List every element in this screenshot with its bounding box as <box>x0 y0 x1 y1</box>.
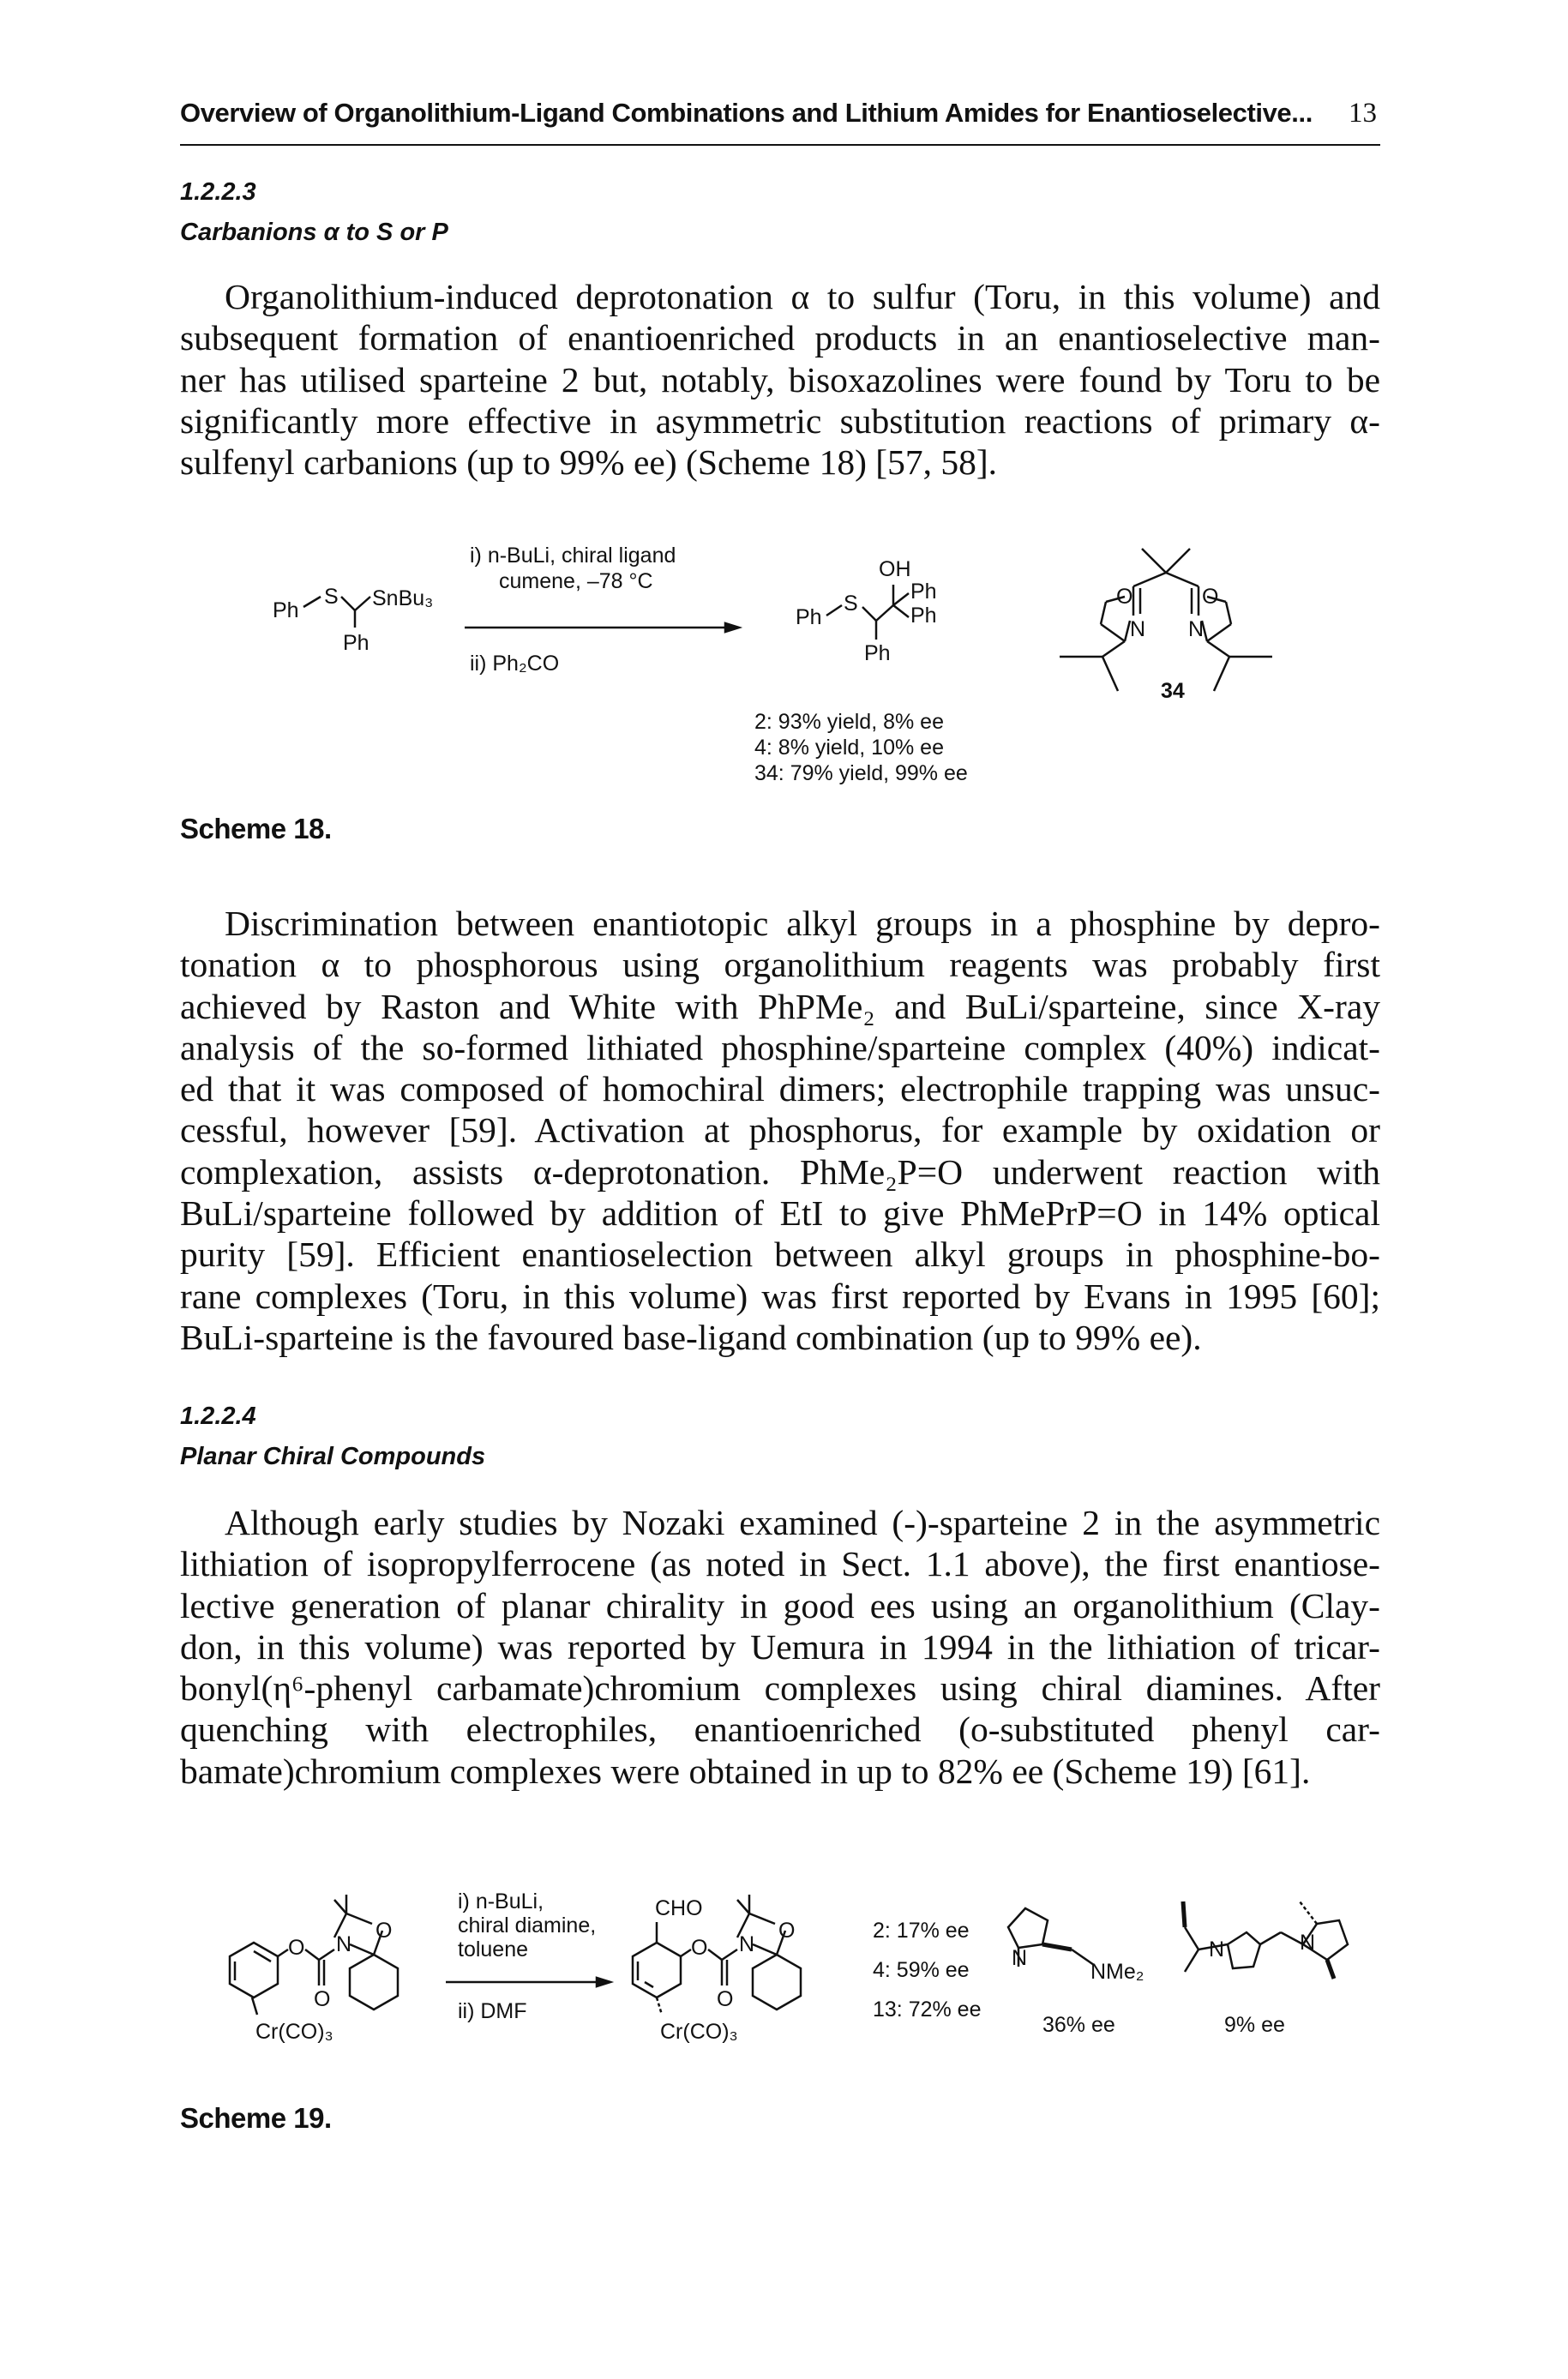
text-line: purity [59]. Efficient enantioselection between alkyl groups in phosphine-bo- <box>180 1235 1380 1275</box>
scheme-19-label: Scheme 19. <box>180 2102 332 2134</box>
paragraph-carbanions <box>180 276 1380 483</box>
text-line: bonyl(η⁶-phenyl carbamate)chromium complexes using chiral diamines. After <box>180 1668 1380 1709</box>
s19-reactant-o-carbonyl: O <box>314 1987 331 2011</box>
text-line: quenching with electrophiles, enantioenriched (o-substituted phenyl car- <box>180 1709 1380 1750</box>
text-line: BuLi-sparteine is the favoured base-ligand combination (up to 99% ee). <box>180 1317 1202 1357</box>
text-line: lithiation of isopropylferrocene (as noted in Sect. 1.1 above), the first enantiose- <box>180 1544 1380 1584</box>
text-line: complexation, assists α-deprotonation. PhMe₂P=O underwent reaction with <box>180 1151 1380 1192</box>
diamine2-n1: N <box>1209 1937 1225 1961</box>
scheme-18-graphic <box>0 532 1568 806</box>
section-number: 1.2.2.4 <box>180 1403 256 1430</box>
s19-reactant-cr: Cr(CO)₃ <box>255 2020 333 2044</box>
text-line: tonation α to phosphorous using organolithium reagents was probably first <box>180 945 1380 985</box>
s19-reactant-o-ether: O <box>288 1936 305 1960</box>
scheme18-result-1: 2: 93% yield, 8% ee <box>754 710 944 734</box>
section-title: Planar Chiral Compounds <box>180 1443 486 1470</box>
s19-result-2: 4: 59% ee <box>873 1958 970 1982</box>
reactant-ph: Ph <box>273 598 299 622</box>
text-line: subsequent formation of enantioenriched products in an enantioselective man- <box>180 318 1380 358</box>
text-line: lective generation of planar chirality in good ees using an organolithium (Clay- <box>180 1585 1380 1625</box>
s19-product-o-ether: O <box>691 1936 708 1960</box>
ligand-number: 34 <box>1161 679 1185 703</box>
text-line: achieved by Raston and White with PhPMe₂ and BuLi/sparteine, since X-ray <box>180 986 1380 1026</box>
text-line: significantly more effective in asymmetric substitution reactions of primary α- <box>180 400 1380 441</box>
s19-product-cho: CHO <box>655 1896 703 1920</box>
s19-product-n: N <box>739 1932 755 1956</box>
s19-product-o-ring: O <box>778 1919 796 1943</box>
s19-conditions-line2: chiral diamine, <box>458 1913 597 1937</box>
text-line: bamate)chromium complexes were obtained in up to 82% ee (Scheme 19) [61]. <box>180 1751 1311 1791</box>
text-line: rane complexes (Toru, in this volume) was first reported by Evans in 1995 [60]; <box>180 1276 1380 1316</box>
product-ph-left: Ph <box>796 605 822 629</box>
text-line: Organolithium-induced deprotonation α to sulfur (Toru, in this volume) and <box>225 277 1380 316</box>
section-title: Carbanions α to S or P <box>180 219 448 246</box>
ligand-o-right: O <box>1202 585 1219 609</box>
product-oh: OH <box>879 557 911 581</box>
scheme18-result-2: 4: 8% yield, 10% ee <box>754 736 944 760</box>
ligand-n-right: N <box>1188 617 1205 641</box>
reactant-s: S <box>324 585 339 609</box>
text-line: don, in this volume) was reported by Uemura in 1994 in the lithiation of tricar- <box>180 1626 1380 1667</box>
s19-product-o-carbonyl: O <box>717 1987 734 2011</box>
page-number: 13 <box>1349 98 1377 129</box>
diamine1-nme2: NMe₂ <box>1090 1960 1144 1984</box>
conditions-step2: ii) Ph₂CO <box>470 652 560 676</box>
reactant-ph-bottom: Ph <box>343 631 369 655</box>
reactant-snbu3: SnBu₃ <box>372 586 434 610</box>
diamine2-ee: 9% ee <box>1224 2013 1285 2037</box>
paragraph-planar-chiral <box>180 1502 1380 1792</box>
paragraph-phosphine <box>180 903 1380 1358</box>
s19-conditions-line3: toluene <box>458 1937 529 1961</box>
text-line: Discrimination between enantiotopic alkyl groups in a phosphine by depro- <box>225 904 1380 943</box>
conditions-step1-line1: i) n-BuLi, chiral ligand <box>470 544 676 568</box>
scheme-18-label: Scheme 18. <box>180 813 332 844</box>
text-line: analysis of the so-formed lithiated phosphine/sparteine complex (40%) indicat- <box>180 1027 1380 1067</box>
scheme18-result-3: 34: 79% yield, 99% ee <box>754 761 968 785</box>
s19-reactant-n: N <box>336 1932 352 1956</box>
header-title: Overview of Organolithium-Ligand Combinations and Lithium Amides for Enantioselective... <box>180 98 1313 128</box>
diamine1-ee: 36% ee <box>1042 2013 1115 2037</box>
text-line: cessful, however [59]. Activation at phosphorus, for example by oxidation or <box>180 1110 1380 1150</box>
s19-result-3: 13: 72% ee <box>873 1998 982 2022</box>
s19-conditions-step2: ii) DMF <box>458 1999 527 2023</box>
text-line: BuLi/sparteine followed by addition of EtI to give PhMePrP=O in 14% optical <box>180 1193 1380 1234</box>
product-ph-bottom: Ph <box>864 641 891 665</box>
text-line: sulfenyl carbanions (up to 99% ee) (Scheme 18) [57, 58]. <box>180 442 998 483</box>
product-ph-right-top: Ph <box>910 580 937 604</box>
diamine1-n: N <box>1012 1946 1028 1970</box>
text-line: ner has utilised sparteine 2 but, notably, bisoxazolines were found by Toru to be <box>180 359 1380 400</box>
running-header <box>180 96 1380 146</box>
text-line: Although early studies by Nozaki examined (-)-sparteine 2 in the asymmetric <box>225 1503 1380 1542</box>
text-line: ed that it was composed of homochiral dimers; electrophile trapping was unsuc- <box>180 1069 1380 1109</box>
conditions-step1-line2: cumene, –78 °C <box>499 569 653 593</box>
s19-product-cr: Cr(CO)₃ <box>660 2020 738 2044</box>
s19-conditions-line1: i) n-BuLi, <box>458 1889 544 1913</box>
ligand-o-left: O <box>1116 585 1133 609</box>
section-number: 1.2.2.3 <box>180 178 256 206</box>
scheme-19-graphic <box>0 1860 1568 2075</box>
product-s: S <box>844 592 858 616</box>
diamine2-n2: N <box>1300 1931 1316 1955</box>
s19-result-1: 2: 17% ee <box>873 1919 970 1943</box>
ligand-n-left: N <box>1130 617 1146 641</box>
s19-reactant-o-ring: O <box>375 1919 393 1943</box>
product-ph-right-bottom: Ph <box>910 604 937 628</box>
